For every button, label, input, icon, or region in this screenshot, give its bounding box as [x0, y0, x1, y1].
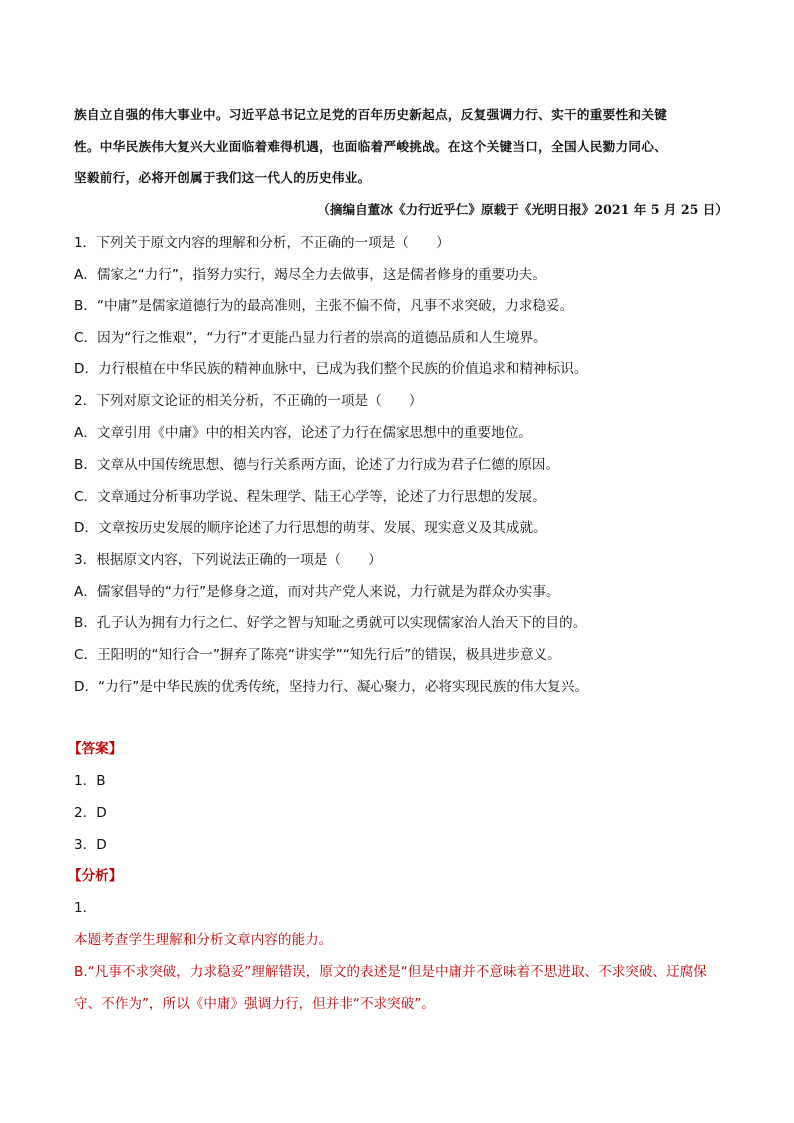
question-2-option-a: A．文章引用《中庸》中的相关内容，论述了力行在儒家思想中的重要地位。: [74, 425, 532, 441]
answer-item: 1．B: [74, 773, 106, 789]
passage-line: 坚毅前行，必将开创属于我们这一代人的历史伟业。: [74, 170, 371, 185]
passage-line: 性。中华民族伟大复兴大业面临着难得机遇，也面临着严峻挑战。在这个关键当口，全国人民勠力同心、: [74, 139, 668, 154]
analysis-line: 本题考查学生理解和分析文章内容的能力。: [74, 932, 333, 948]
answer-item: 3．D: [74, 837, 107, 853]
analysis-line: B.“凡事不求突破，力求稳妥”理解错误，原文的表述是“但是中庸并不意味着不思进取、不求突破、迂腐保: [74, 964, 707, 980]
analysis-number: 1．: [74, 900, 97, 916]
question-2-stem: 2．下列对原文论证的相关分析，不正确的一项是（ ）: [74, 393, 423, 409]
answer-item: 2．D: [74, 805, 107, 821]
passage-source: （摘编自董冰《力行近乎仁》原载于《光明日报》2021 年 5 月 25 日）: [317, 202, 728, 217]
question-1-option-b: B．“中庸”是儒家道德行为的最高准则，主张不偏不倚，凡事不求突破，力求稳妥。: [74, 298, 574, 314]
answer-heading: 【答案】: [68, 741, 123, 757]
question-1-option-c: C．因为“行之惟艰”，“力行”才更能凸显力行者的崇高的道德品质和人生境界。: [74, 330, 547, 346]
passage-line: 族自立自强的伟大事业中。习近平总书记立足党的百年历史新起点，反复强调力行、实干的重要性和关键: [74, 107, 668, 122]
question-3-option-b: B．孔子认为拥有力行之仁、好学之智与知耻之勇就可以实现儒家治人治天下的目的。: [74, 615, 587, 631]
question-2-option-b: B．文章从中国传统思想、德与行关系两方面，论述了力行成为君子仁德的原因。: [74, 457, 560, 473]
question-2-option-c: C．文章通过分析事功学说、程朱理学、陆王心学等，论述了力行思想的发展。: [74, 489, 546, 505]
question-3-option-d: D．“力行”是中华民族的优秀传统，坚持力行、凝心聚力，必将实现民族的伟大复兴。: [74, 679, 588, 695]
analysis-line: 守、不作为”，所以《中庸》强调力行，但并非“不求突破”。: [74, 996, 435, 1012]
question-1-option-a: A．儒家之“力行”，指努力实行，竭尽全力去做事，这是儒者修身的重要功夫。: [74, 267, 546, 283]
question-2-option-d: D．文章按历史发展的顺序论述了力行思想的萌芽、发展、现实意义及其成就。: [74, 520, 547, 536]
question-3-stem: 3．根据原文内容，下列说法正确的一项是（ ）: [74, 552, 382, 568]
analysis-heading: 【分析】: [68, 868, 123, 884]
question-1-option-d: D．力行根植在中华民族的精神血脉中，已成为我们整个民族的价值追求和精神标识。: [74, 361, 588, 377]
question-3-option-a: A．儒家倡导的“力行”是修身之道，而对共产党人来说，力行就是为群众办实事。: [74, 584, 560, 600]
question-3-option-c: C．王阳明的“知行合一”摒弃了陈亮“讲实学”“知先行后”的错误，极具进步意义。: [74, 647, 561, 663]
question-1-stem: 1．下列关于原文内容的理解和分析，不正确的一项是（ ）: [74, 235, 450, 251]
